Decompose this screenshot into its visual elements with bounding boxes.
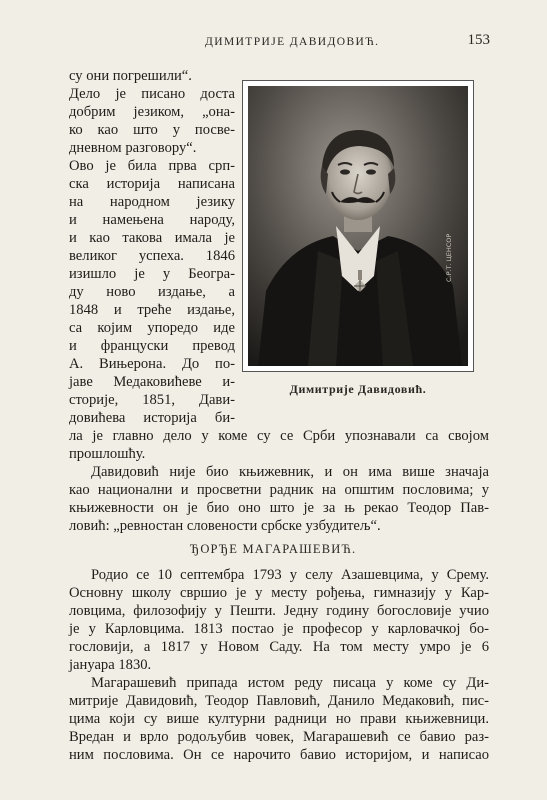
text-line: ним пословима. Он се нарочито бавио историјом, и написао xyxy=(69,747,489,763)
text-line: А. Вињерона. До по- xyxy=(69,356,235,372)
text-line: је у Карловцима. 1813 постао је професор у карловачкој бо- xyxy=(69,621,489,637)
text-line: јаве Медаковићеве и- xyxy=(69,374,235,390)
text-line: ловцима, филозофију у Пешти. Једну годину богословије учио xyxy=(69,603,489,619)
text-line: Ово је била прва срп- xyxy=(69,158,235,174)
portrait-image xyxy=(248,86,468,366)
text-line: Давидовић није био књижевник, и он има више значаја xyxy=(91,464,489,480)
running-head: ДИМИТРИЈЕ ДАВИДОВИЋ. xyxy=(205,36,380,48)
text-line: изишло је у Београ- xyxy=(69,266,235,282)
text-line: гословији, а 1817 у Новом Саду. На том месту умро је 6 xyxy=(69,639,489,655)
text-line: ду ново издање, а xyxy=(69,284,235,300)
text-line: Основну школу свршио је у месту рођења, гимназију у Кар- xyxy=(69,585,489,601)
text-line: ла је главно дело у коме су се Срби упознавали са својом xyxy=(69,428,489,444)
text-line: и намењена народу, xyxy=(69,212,235,228)
text-line: на народном језику xyxy=(69,194,235,210)
page-number: 153 xyxy=(467,32,490,48)
text-line: су они погрешили“. xyxy=(69,68,192,84)
text-line: ска историја написана xyxy=(69,176,235,192)
text-line: 1848 и треће издање, xyxy=(69,302,235,318)
text-line: и француски превод xyxy=(69,338,235,354)
text-line: ко као што у посве- xyxy=(69,122,235,138)
text-line: ловић: „ревностан словености србске узбудитељ“. xyxy=(69,518,381,534)
text-line: Дело је писано доста xyxy=(69,86,235,102)
text-line: и као такова имала је xyxy=(69,230,235,246)
text-line: цима који су више културни радници но прави књижевници. xyxy=(69,711,489,727)
text-line: прошлошћу. xyxy=(69,446,146,462)
engraver-mark: С.Р.Т. ЦЕНСОР xyxy=(445,233,453,282)
section-heading: ЂОРЂЕ МАГАРАШЕВИЋ. xyxy=(189,542,357,556)
text-line: добрим језиком, „она- xyxy=(69,104,235,120)
text-line: јануара 1830. xyxy=(69,657,152,673)
text-line: књижевности он је био оно што је за њ рекао Теодор Пав- xyxy=(69,500,489,516)
text-line: Магарашевић припада истом реду писаца у коме су Ди- xyxy=(91,675,489,691)
text-line: митрије Давидовић, Теодор Павловић, Данило Медаковић, пис- xyxy=(69,693,489,709)
text-line: као национални и просветни радник на општим пословима; у xyxy=(69,482,489,498)
text-line: великог успеха. 1846 xyxy=(69,248,235,264)
text-line: Родио се 10 септембра 1793 у селу Азашевцима, у Срему. xyxy=(91,567,489,583)
text-line: сторије, 1851, Дави- xyxy=(69,392,235,408)
portrait-figure xyxy=(242,80,474,372)
text-line: довићева историја би- xyxy=(69,410,235,426)
text-line: дневном разговору“. xyxy=(69,140,197,156)
text-line: Вредан и врло родољубив човек, Магарашевић се бавио раз- xyxy=(69,729,489,745)
text-line: са којим упоредо иде xyxy=(69,320,235,336)
portrait-caption: Димитрије Давидовић. xyxy=(289,382,427,396)
